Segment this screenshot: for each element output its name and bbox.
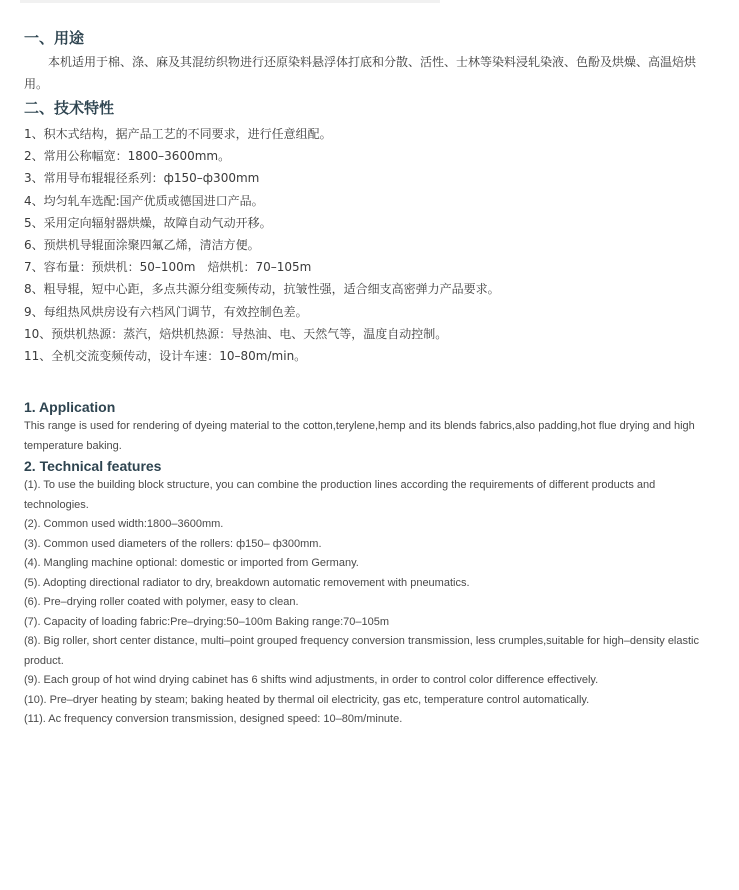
en-feature-item: (11). Ac frequency conversion transmission, designed speed: 10–80m/minute. xyxy=(24,713,403,726)
cn-feature-item: 5、采用定向辐射器烘燥，故障自动气动开移。 xyxy=(24,215,272,230)
en-feature-item: (6). Pre–drying roller coated with polymer, easy to clean. xyxy=(24,596,299,609)
cn-features-list xyxy=(24,123,714,367)
cn-feature-item: 7、容布量：预烘机：50–100m 焙烘机：70–105m xyxy=(24,260,312,275)
en-feature-item: (10). Pre–dryer heating by steam; baking heated by thermal oil electricity, gas etc, temperature control automatically. xyxy=(24,693,590,706)
en-feature-item: (2). Common used width:1800–3600mm. xyxy=(24,518,224,531)
cn-section-features-title: 二、技术特性 xyxy=(24,99,115,117)
en-feature-item: (8). Big roller, short center distance, multi–point grouped frequency conversion transmission, less crumples,suitable for high–density elastic product. xyxy=(24,635,699,667)
en-feature-item: (9). Each group of hot wind drying cabinet has 6 shifts wind adjustments, in order to control color difference effectively. xyxy=(24,674,599,687)
cn-feature-item: 9、每组热风烘房设有六档风门调节，有效控制色差。 xyxy=(24,304,308,319)
en-section xyxy=(24,397,714,730)
en-feature-item: (5). Adopting directional radiator to dry, breakdown automatic removement with pneumatics. xyxy=(24,576,470,589)
en-feature-item: (3). Common used diameters of the rollers: ф150– ф300mm. xyxy=(24,537,322,550)
cn-feature-item: 6、预烘机导辊面涂聚四氟乙烯，清洁方便。 xyxy=(24,238,260,253)
cn-feature-item: 11、全机交流变频传动，设计车速：10–80m/min。 xyxy=(24,349,307,364)
document-page xyxy=(24,0,714,730)
en-features-list xyxy=(24,476,714,730)
cn-feature-item: 3、常用导布辊辊径系列：ф150–ф300mm xyxy=(24,171,260,186)
cn-feature-item: 2、常用公称幅宽：1800–3600mm。 xyxy=(24,149,231,164)
cn-section-usage-title: 一、用途 xyxy=(24,29,85,47)
en-section-application-title: 1. Application xyxy=(24,399,116,416)
en-application-paragraph: This range is used for rendering of dyeing material to the cotton,terylene,hemp and its blends fabrics,also padding,hot flue drying and high temperature baking. xyxy=(24,420,695,452)
cn-feature-item: 1、积木式结构，据产品工艺的不同要求，进行任意组配。 xyxy=(24,127,332,141)
cn-usage-paragraph: 本机适用于棉、涤、麻及其混纺织物进行还原染料悬浮体打底和分散、活性、士林等染料浸轧染液、色酚及烘燥、高温焙烘用。 xyxy=(24,55,697,91)
en-feature-item: (7). Capacity of loading fabric:Pre–drying:50–100m Baking range:70–105m xyxy=(24,615,390,628)
en-feature-item: (1). To use the building block structure, you can combine the production lines according the requirements of different products and technologies. xyxy=(24,479,656,511)
cn-feature-item: 4、均匀轧车选配:国产优质或德国进口产品。 xyxy=(24,193,264,208)
en-feature-item: (4). Mangling machine optional: domestic or imported from Germany. xyxy=(24,557,359,570)
cn-feature-item: 8、粗导辊，短中心距，多点共源分组变频传动，抗皱性强，适合细支高密弹力产品要求。 xyxy=(24,282,500,297)
cn-feature-item: 10、预烘机热源：蒸汽，焙烘机热源：导热油、电、天然气等，温度自动控制。 xyxy=(24,326,448,341)
en-section-features-title: 2. Technical features xyxy=(24,458,162,475)
